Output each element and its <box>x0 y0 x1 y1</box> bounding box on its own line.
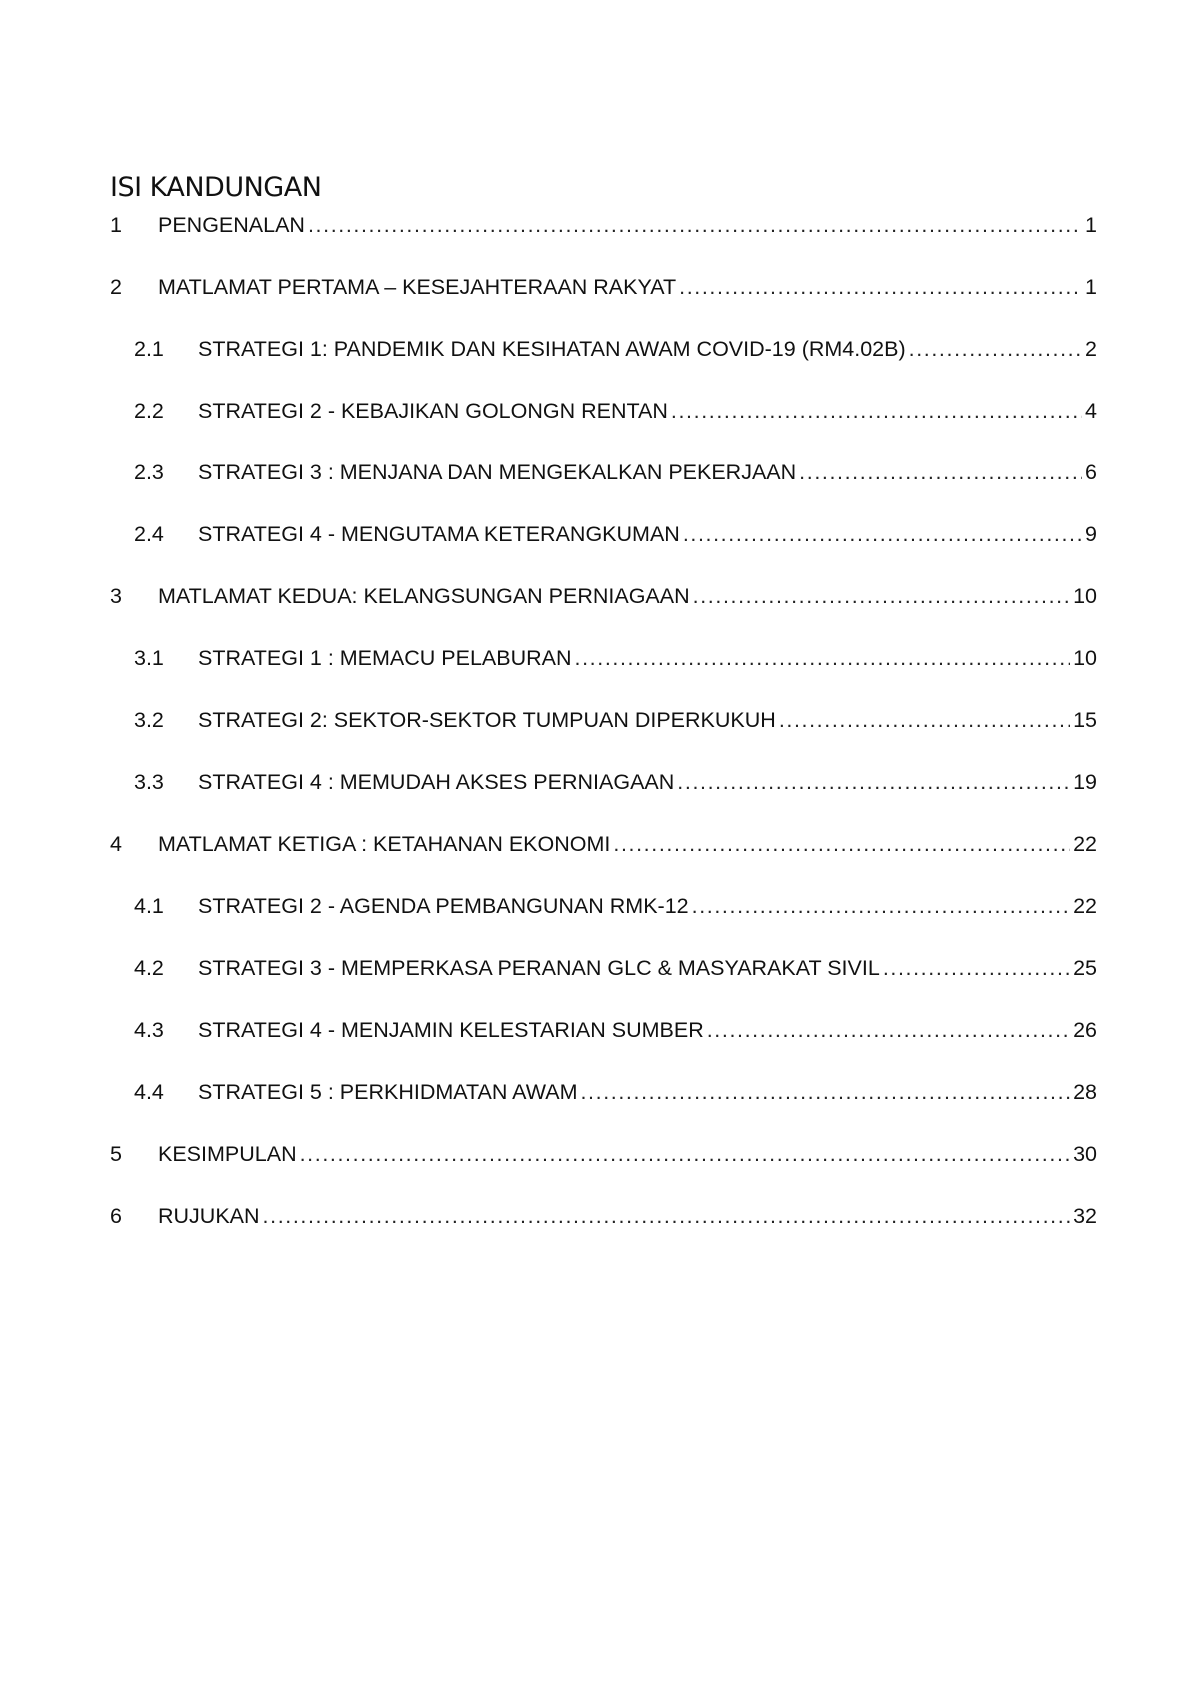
toc-entry-number: 3.2 <box>134 708 164 732</box>
toc-entry[interactable] <box>134 1077 1097 1107</box>
toc-entry[interactable] <box>110 581 1097 611</box>
toc-entry-page: 25 <box>1073 956 1097 980</box>
toc-entry-title: STRATEGI 2 - KEBAJIKAN GOLONGN RENTAN <box>198 399 668 423</box>
toc-entry-title: STRATEGI 2 - AGENDA PEMBANGUNAN RMK-12 <box>198 894 689 918</box>
toc-entry-title: STRATEGI 5 : PERKHIDMATAN AWAM <box>198 1080 578 1104</box>
toc-entry-title: MATLAMAT KEDUA: KELANGSUNGAN PERNIAGAAN <box>158 584 690 608</box>
toc-entry[interactable] <box>134 1015 1097 1045</box>
toc-entry[interactable] <box>134 643 1097 673</box>
toc-entry-number: 4.2 <box>134 956 164 980</box>
toc-entry-number: 1 <box>110 213 122 237</box>
toc-entry[interactable] <box>134 891 1097 921</box>
toc-entry-number: 4.3 <box>134 1018 164 1042</box>
toc-entry-title: KESIMPULAN <box>158 1142 297 1166</box>
toc-entry-title: STRATEGI 4 - MENGUTAMA KETERANGKUMAN <box>198 522 680 546</box>
toc-heading: ISI KANDUNGAN <box>110 172 322 203</box>
toc-entry-number: 3.3 <box>134 770 164 794</box>
dot-leader <box>909 334 1082 364</box>
toc-entry[interactable] <box>134 519 1097 549</box>
toc-entry-page: 19 <box>1073 770 1097 794</box>
toc-entry[interactable] <box>110 829 1097 859</box>
dot-leader <box>308 210 1082 240</box>
toc-entry[interactable] <box>134 334 1097 364</box>
toc-entry-page: 4 <box>1085 399 1097 423</box>
toc-entry[interactable] <box>134 767 1097 797</box>
toc-entry-title: RUJUKAN <box>158 1204 260 1228</box>
toc-entry-page: 1 <box>1085 275 1097 299</box>
toc-entry-page: 26 <box>1073 1018 1097 1042</box>
dot-leader <box>693 581 1070 611</box>
dot-leader <box>580 1077 1070 1107</box>
dot-leader <box>575 643 1071 673</box>
toc-entry-number: 2 <box>110 275 122 299</box>
toc-entry-page: 15 <box>1073 708 1097 732</box>
toc-entry-page: 22 <box>1073 832 1097 856</box>
dot-leader <box>679 272 1082 302</box>
toc-entry-page: 2 <box>1085 337 1097 361</box>
toc-entry-page: 22 <box>1073 894 1097 918</box>
toc-entry-title: STRATEGI 3 : MENJANA DAN MENGEKALKAN PEKERJAAN <box>198 460 797 484</box>
toc-entry-number: 6 <box>110 1204 122 1228</box>
dot-leader <box>613 829 1070 859</box>
toc-entry[interactable] <box>110 272 1097 302</box>
toc-entry-title: MATLAMAT KETIGA : KETAHANAN EKONOMI <box>158 832 611 856</box>
dot-leader <box>683 519 1082 549</box>
toc-entry[interactable] <box>110 1201 1097 1231</box>
toc-entry[interactable] <box>134 396 1097 426</box>
toc-entry[interactable] <box>110 1139 1097 1169</box>
toc-entry-title: STRATEGI 1: PANDEMIK DAN KESIHATAN AWAM COVID-19 (RM4.02B) <box>198 337 906 361</box>
toc-entry[interactable] <box>134 705 1097 735</box>
toc-entry-title: STRATEGI 2: SEKTOR-SEKTOR TUMPUAN DIPERKUKUH <box>198 708 776 732</box>
toc-entry-page: 10 <box>1073 584 1097 608</box>
toc-entry-number: 2.4 <box>134 522 164 546</box>
toc-entry-title: STRATEGI 1 : MEMACU PELABURAN <box>198 646 572 670</box>
toc-entry-page: 9 <box>1085 522 1097 546</box>
toc-entry-page: 28 <box>1073 1080 1097 1104</box>
toc-entry-page: 6 <box>1085 460 1097 484</box>
toc-entry-title: MATLAMAT PERTAMA – KESEJAHTERAAN RAKYAT <box>158 275 677 299</box>
dot-leader <box>883 953 1070 983</box>
toc-entry[interactable] <box>134 457 1097 487</box>
toc-entry-number: 2.1 <box>134 337 164 361</box>
toc-entry-number: 2.3 <box>134 460 164 484</box>
toc-entry-title: STRATEGI 4 : MEMUDAH AKSES PERNIAGAAN <box>198 770 675 794</box>
dot-leader <box>300 1139 1070 1169</box>
toc-entry-number: 4.4 <box>134 1080 164 1104</box>
toc-entry-page: 32 <box>1073 1204 1097 1228</box>
dot-leader <box>707 1015 1070 1045</box>
toc-entry-number: 4 <box>110 832 122 856</box>
toc-entry-number: 3 <box>110 584 122 608</box>
toc-entry-page: 1 <box>1085 213 1097 237</box>
toc-entry-number: 5 <box>110 1142 122 1166</box>
dot-leader <box>677 767 1070 797</box>
toc-entry-page: 10 <box>1073 646 1097 670</box>
toc-entry-title: STRATEGI 3 - MEMPERKASA PERANAN GLC & MASYARAKAT SIVIL <box>198 956 880 980</box>
toc-entry-number: 4.1 <box>134 894 164 918</box>
dot-leader <box>692 891 1070 921</box>
toc-entry-title: PENGENALAN <box>158 213 305 237</box>
dot-leader <box>779 705 1070 735</box>
toc-entry[interactable] <box>134 953 1097 983</box>
toc-entry-title: STRATEGI 4 - MENJAMIN KELESTARIAN SUMBER <box>198 1018 704 1042</box>
toc-entry-page: 30 <box>1073 1142 1097 1166</box>
toc-entry[interactable] <box>110 210 1097 240</box>
toc-entry-number: 3.1 <box>134 646 164 670</box>
dot-leader <box>799 457 1082 487</box>
dot-leader <box>671 396 1082 426</box>
toc-entry-number: 2.2 <box>134 399 164 423</box>
dot-leader <box>263 1201 1071 1231</box>
